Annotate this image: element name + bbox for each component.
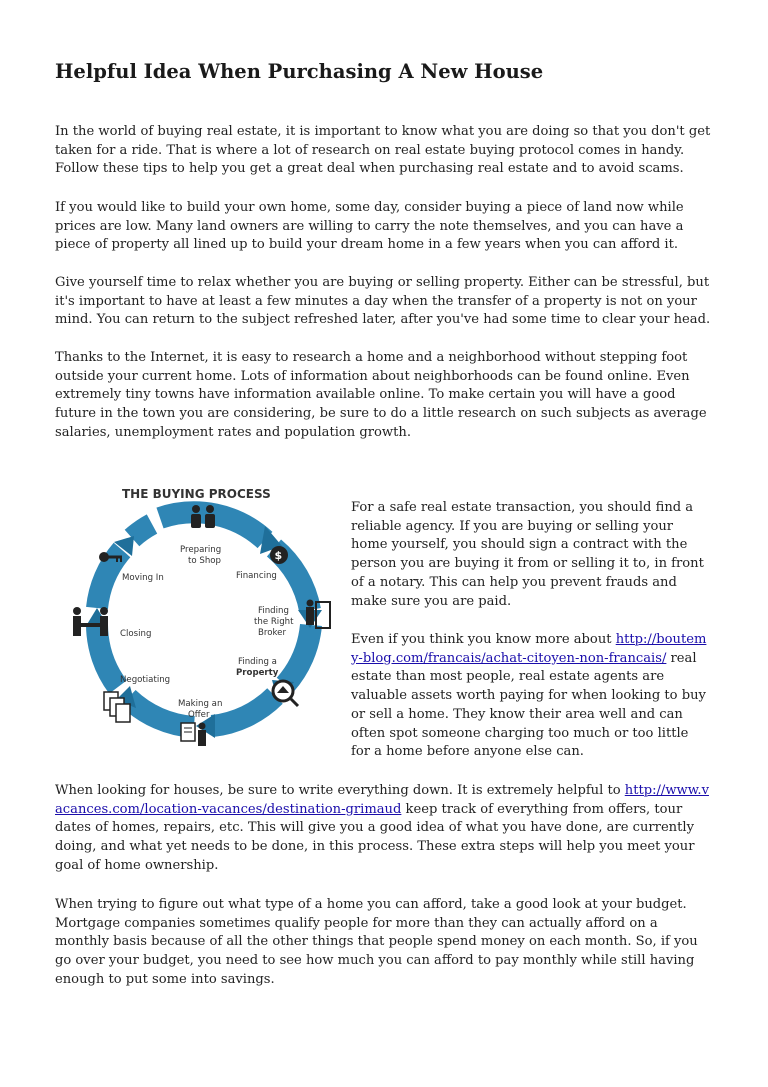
step-preparing-label-2: to Shop: [188, 556, 221, 566]
dollar-icon: [270, 546, 288, 564]
svg-text:$: $: [274, 549, 283, 562]
paragraph-write-down-lead: When looking for houses, be sure to write everything down. It is extremely helpful to: [55, 783, 625, 798]
paragraph-budget: When trying to figure out what type of a home you can afford, take a good look at your budget. Mortgage companies sometimes qualify people for more than they can actually afford on a monthly basis because of all the other things that people spend money on each month. So, if you go over your budget, you need to see how much you can afford to pay monthly while still having enough to put some into savings.: [55, 897, 698, 987]
paragraph-land: If you would like to build your own home, some day, consider buying a piece of land now while prices are low. Many land owners are willing to carry the note themselves, and you can have a piece of property all lined up to build your dream home in a few years when you can afford it.: [55, 200, 684, 253]
step-broker-label-2: the Right: [254, 617, 294, 627]
step-financing-label: Financing: [236, 571, 277, 581]
paragraph-internet: Thanks to the Internet, it is easy to research a home and a neighborhood without stepping foot outside your current home. Lots of information about neighborhoods can be found online. Even extremely tiny towns have information available online. To make certain you will have a good future in the town you are considering, be sure to do a little research on such subjects as average salaries, unemployment rates and population growth.: [55, 350, 707, 440]
step-broker-label-1: Finding: [258, 606, 289, 616]
step-property-label-1: Finding a: [238, 657, 277, 667]
step-moving-in-label: Moving In: [122, 573, 164, 583]
boutemy-blog-link[interactable]: http://boutemy-blog.com/francais/achat-citoyen-non-francais/: [351, 632, 707, 666]
paragraph-agents: [351, 631, 711, 762]
step-preparing-label-1: Preparing: [180, 545, 222, 555]
paragraph-intro: In the world of buying real estate, it is important to know what you are doing so that you don't get taken for a ride. That is where a lot of research on real estate buying protocol comes in handy. Follow these tips to help you get a great deal when purchasing real estate and to avoid scams.: [55, 124, 711, 177]
paragraph-agents-lead: Even if you think you know more about: [351, 632, 616, 647]
paragraph-agents-rest: real estate than most people, real estate agents are valuable assets worth paying for when looking to buy or sell a home. They know their area well and can often spot someone charging too much or too little for a home before anyone else can.: [351, 650, 706, 760]
step-closing-label: Closing: [120, 629, 152, 639]
step-offer-label-2: Offer: [188, 710, 210, 720]
paragraph-write-down: [55, 782, 715, 876]
vacances-link[interactable]: http://www.vacances.com/location-vacances/destination-grimaud: [55, 783, 709, 817]
paragraph-write-down-rest: keep track of everything from offers, tour dates of homes, repairs, etc. This will give you a good idea of what you have done, are currently doing, and what yet needs to be done, in this process. These extra steps will help you meet your goal of home ownership.: [55, 801, 695, 873]
step-property-label-2: Property: [236, 668, 279, 678]
step-negotiating-label: Negotiating: [120, 675, 171, 685]
paragraph-relax: Give yourself time to relax whether you are buying or selling property. Either can be stressful, but it's important to have at least a few minutes a day when the transfer of a property is not on your mind. You can return to the subject refreshed later, after you've had some time to clear your head.: [55, 275, 711, 328]
page-title: Helpful Idea When Purchasing A New House: [55, 60, 544, 83]
buying-process-figure: [60, 480, 345, 760]
step-broker-label-3: Broker: [258, 628, 286, 638]
buying-process-diagram: [60, 480, 345, 760]
figure-title: THE BUYING PROCESS: [122, 487, 271, 501]
document-person-icon: [181, 723, 206, 747]
paragraph-safe-transaction: For a safe real estate transaction, you should find a reliable agency. If you are buying or selling your home yourself, you should sign a contract with the person you are buying it from or selling it to, in front of a notary. This can help you prevent frauds and make sure you are paid.: [351, 500, 704, 609]
step-offer-label-1: Making an: [178, 699, 223, 709]
